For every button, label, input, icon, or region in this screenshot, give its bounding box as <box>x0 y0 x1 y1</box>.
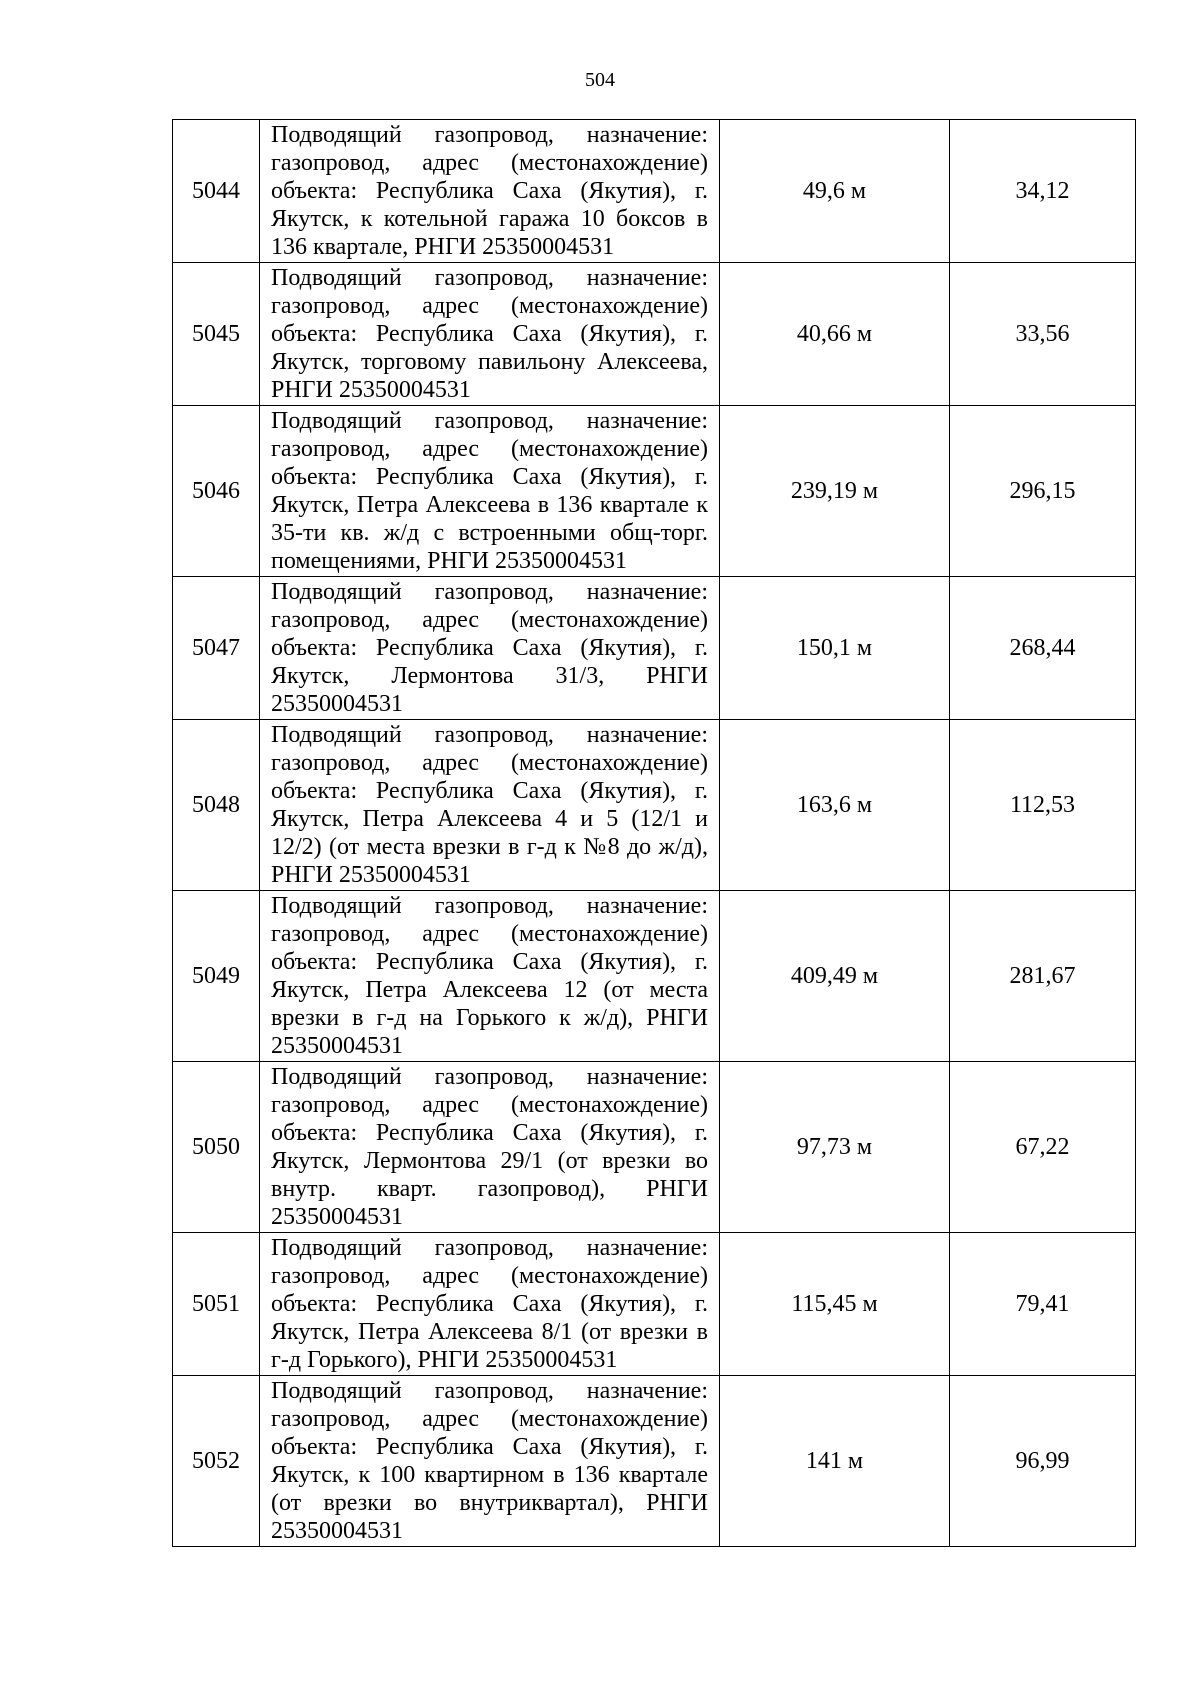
description-line: Якутск, Петра Алексеева 12 (от места <box>271 977 708 1003</box>
description-line: газопровод, адрес (местонахождение) <box>271 150 708 176</box>
row-number-cell: 5045 <box>173 263 260 406</box>
description-line: газопровод, адрес (местонахождение) <box>271 436 708 462</box>
description-line: 25350004531 <box>271 1033 403 1059</box>
page-number: 504 <box>585 69 615 91</box>
description-line: объекта: Республика Саха (Якутия), г. <box>271 949 708 975</box>
registry-table <box>172 119 1136 1547</box>
description-line: объекта: Республика Саха (Якутия), г. <box>271 464 708 490</box>
description-cell <box>260 1062 720 1233</box>
row-number-cell: 5047 <box>173 577 260 720</box>
row-number-cell: 5051 <box>173 1233 260 1376</box>
value-cell: 34,12 <box>950 120 1136 263</box>
description-cell <box>260 1376 720 1547</box>
registry-table-body <box>173 120 1136 1547</box>
description-line: Подводящий газопровод, назначение: <box>271 1064 708 1090</box>
row-number-cell: 5049 <box>173 891 260 1062</box>
description-line: объекта: Республика Саха (Якутия), г. <box>271 321 708 347</box>
table-row <box>173 891 1136 1062</box>
length-cell: 40,66 м <box>720 263 950 406</box>
row-number-cell: 5046 <box>173 406 260 577</box>
table-row <box>173 720 1136 891</box>
row-number-cell: 5044 <box>173 120 260 263</box>
description-line: Якутск, Петра Алексеева 8/1 (от врезки в <box>271 1319 708 1345</box>
table-row <box>173 1233 1136 1376</box>
description-line: газопровод, адрес (местонахождение) <box>271 1263 708 1289</box>
description-line: Якутск, Лермонтова 29/1 (от врезки во <box>271 1148 708 1174</box>
value-cell: 268,44 <box>950 577 1136 720</box>
description-line: Подводящий газопровод, назначение: <box>271 408 708 434</box>
row-number-cell: 5048 <box>173 720 260 891</box>
description-line: объекта: Республика Саха (Якутия), г. <box>271 1291 708 1317</box>
description-line: 12/2) (от места врезки в г-д к №8 до ж/д), <box>271 834 708 860</box>
description-line: газопровод, адрес (местонахождение) <box>271 750 708 776</box>
description-line: врезки в г-д на Горького к ж/д), РНГИ <box>271 1005 708 1031</box>
table-row <box>173 1062 1136 1233</box>
description-line: объекта: Республика Саха (Якутия), г. <box>271 178 708 204</box>
description-line: Подводящий газопровод, назначение: <box>271 722 708 748</box>
table-row <box>173 1376 1136 1547</box>
description-line: Якутск, к котельной гаража 10 боксов в <box>271 206 708 232</box>
description-line: Якутск, торговому павильону Алексеева, <box>271 349 708 375</box>
table-row <box>173 263 1136 406</box>
description-line: Подводящий газопровод, назначение: <box>271 893 708 919</box>
description-cell <box>260 891 720 1062</box>
description-line: 35-ти кв. ж/д с встроенными общ-торг. <box>271 520 708 546</box>
description-line: газопровод, адрес (местонахождение) <box>271 921 708 947</box>
row-number-cell: 5052 <box>173 1376 260 1547</box>
description-line: Якутск, к 100 квартирном в 136 квартале <box>271 1462 708 1488</box>
length-cell: 141 м <box>720 1376 950 1547</box>
description-line: объекта: Республика Саха (Якутия), г. <box>271 1120 708 1146</box>
description-line: РНГИ 25350004531 <box>271 377 471 403</box>
table-row <box>173 577 1136 720</box>
length-cell: 239,19 м <box>720 406 950 577</box>
value-cell: 33,56 <box>950 263 1136 406</box>
description-line: объекта: Республика Саха (Якутия), г. <box>271 1434 708 1460</box>
value-cell: 281,67 <box>950 891 1136 1062</box>
description-line: объекта: Республика Саха (Якутия), г. <box>271 778 708 804</box>
description-cell <box>260 263 720 406</box>
description-cell <box>260 577 720 720</box>
description-cell <box>260 1233 720 1376</box>
description-line: Подводящий газопровод, назначение: <box>271 1235 708 1261</box>
table-row <box>173 120 1136 263</box>
description-line: объекта: Республика Саха (Якутия), г. <box>271 635 708 661</box>
description-line: 25350004531 <box>271 1204 403 1230</box>
value-cell: 296,15 <box>950 406 1136 577</box>
description-line: газопровод, адрес (местонахождение) <box>271 607 708 633</box>
description-line: газопровод, адрес (местонахождение) <box>271 1092 708 1118</box>
description-line: РНГИ 25350004531 <box>271 862 471 888</box>
description-line: Подводящий газопровод, назначение: <box>271 265 708 291</box>
description-line: Подводящий газопровод, назначение: <box>271 579 708 605</box>
description-line: Подводящий газопровод, назначение: <box>271 1378 708 1404</box>
value-cell: 79,41 <box>950 1233 1136 1376</box>
length-cell: 115,45 м <box>720 1233 950 1376</box>
description-line: (от врезки во внутриквартал), РНГИ <box>271 1490 708 1516</box>
length-cell: 97,73 м <box>720 1062 950 1233</box>
length-cell: 49,6 м <box>720 120 950 263</box>
description-cell <box>260 406 720 577</box>
description-line: 25350004531 <box>271 1518 403 1544</box>
description-line: газопровод, адрес (местонахождение) <box>271 293 708 319</box>
length-cell: 163,6 м <box>720 720 950 891</box>
value-cell: 112,53 <box>950 720 1136 891</box>
description-line: Якутск, Петра Алексеева в 136 квартале к <box>271 492 708 518</box>
description-line: Подводящий газопровод, назначение: <box>271 122 708 148</box>
description-line: Якутск, Петра Алексеева 4 и 5 (12/1 и <box>271 806 708 832</box>
length-cell: 409,49 м <box>720 891 950 1062</box>
description-line: газопровод, адрес (местонахождение) <box>271 1406 708 1432</box>
description-line: г-д Горького), РНГИ 25350004531 <box>271 1347 618 1373</box>
description-line: Якутск, Лермонтова 31/3, РНГИ <box>271 663 708 689</box>
description-cell <box>260 720 720 891</box>
value-cell: 96,99 <box>950 1376 1136 1547</box>
value-cell: 67,22 <box>950 1062 1136 1233</box>
length-cell: 150,1 м <box>720 577 950 720</box>
table-row <box>173 406 1136 577</box>
description-line: помещениями, РНГИ 25350004531 <box>271 548 628 574</box>
description-line: внутр. кварт. газопровод), РНГИ <box>271 1176 708 1202</box>
description-line: 25350004531 <box>271 691 403 717</box>
row-number-cell: 5050 <box>173 1062 260 1233</box>
description-line: 136 квартале, РНГИ 25350004531 <box>271 234 615 260</box>
description-cell <box>260 120 720 263</box>
